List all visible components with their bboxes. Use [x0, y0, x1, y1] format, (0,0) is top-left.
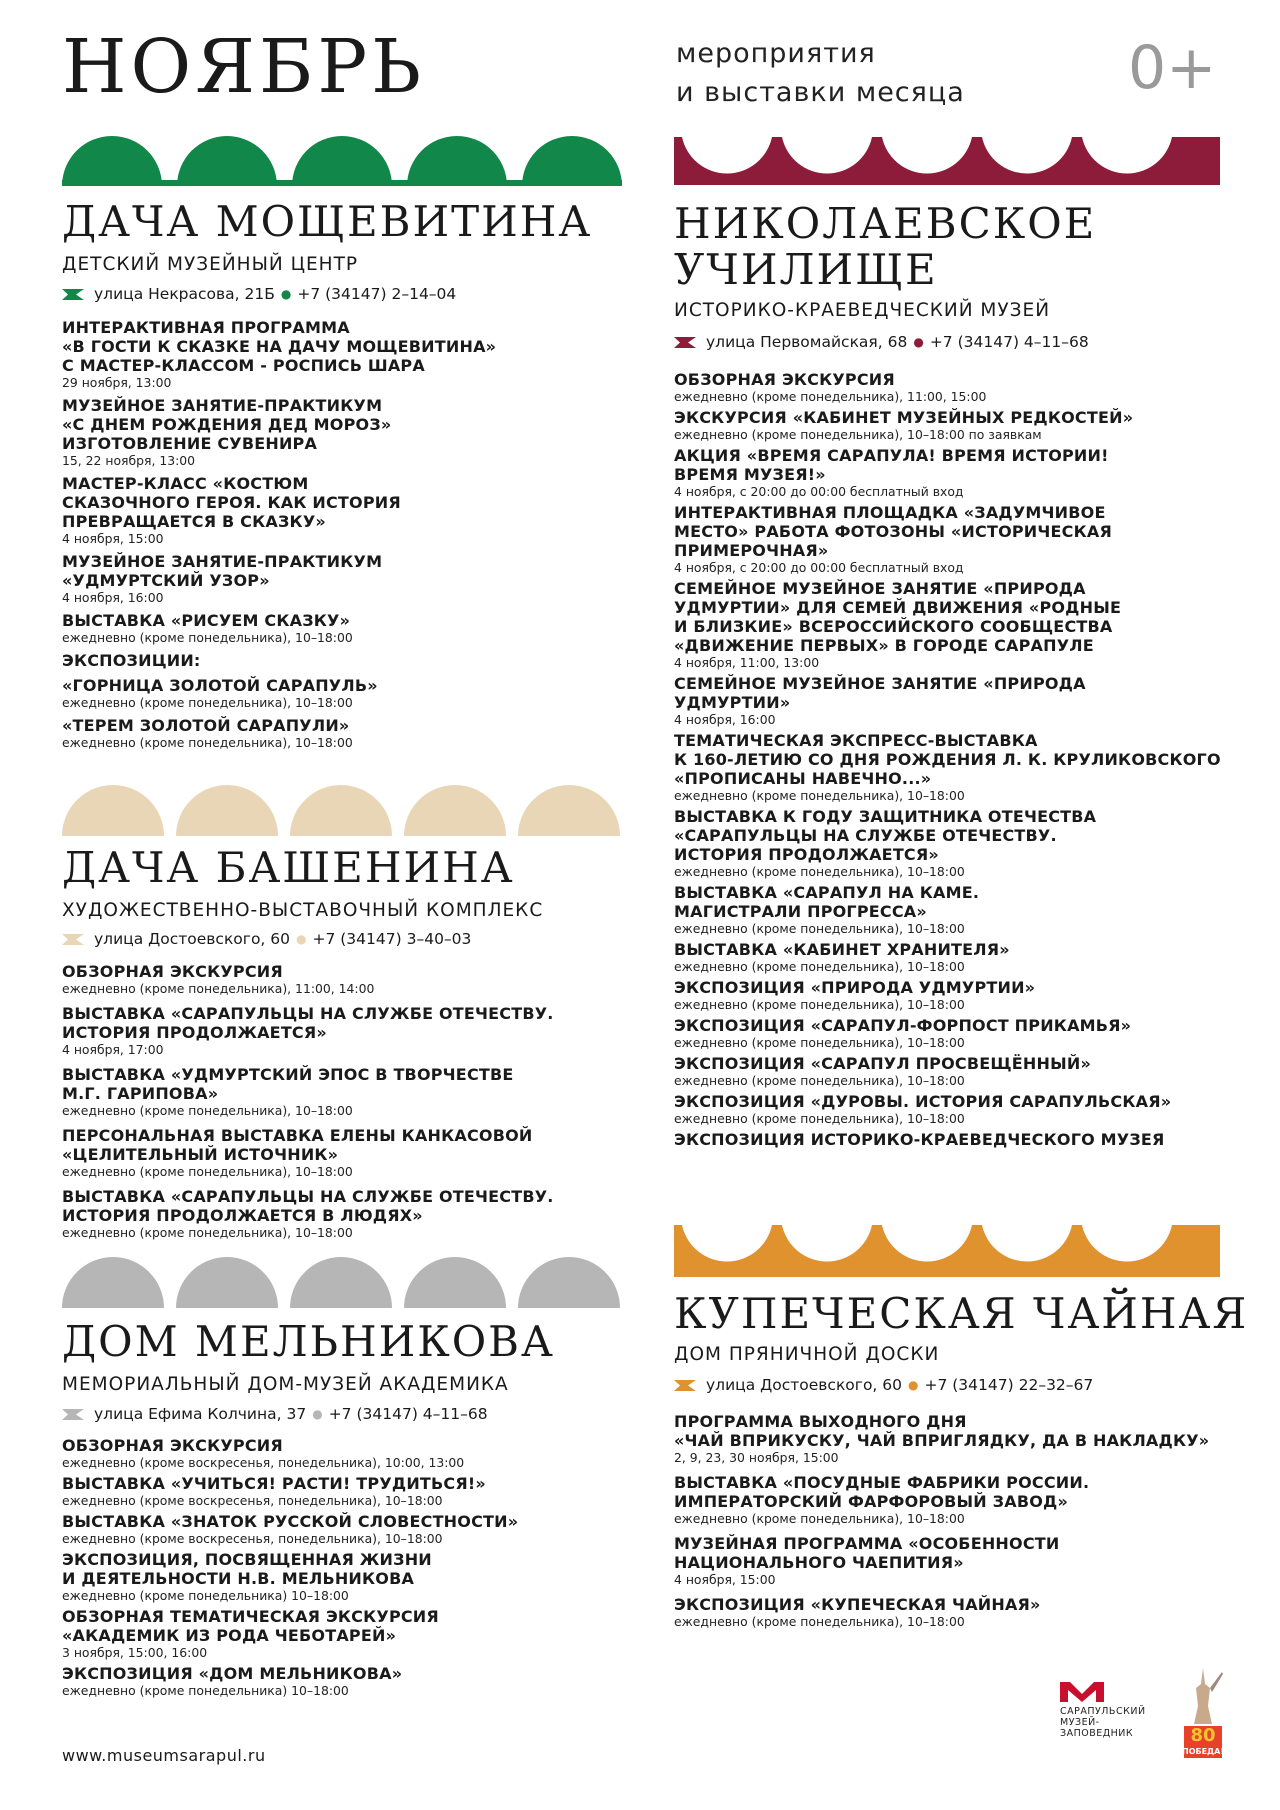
event-title: ВЫСТАВКА «ПОСУДНЫЕ ФАБРИКИ РОССИИ. ИМПЕРАТОРСКИЙ ФАРФОРОВЫЙ ЗАВОД»	[674, 1473, 1090, 1511]
victory-word: ПОБЕДА!	[1182, 1747, 1225, 1756]
event-item	[62, 716, 632, 750]
event-date: 29 ноября, 13:00	[62, 375, 172, 390]
venue-title-mosch: ДАЧА МОЩЕВИТИНА	[62, 197, 593, 246]
venue-title-bash: ДАЧА БАШЕНИНА	[62, 843, 515, 892]
event-item	[674, 674, 1244, 727]
event-item	[674, 1016, 1244, 1050]
gray-domes-banner	[62, 1256, 622, 1308]
event-item	[62, 611, 632, 645]
event-item	[62, 1187, 632, 1240]
event-item	[62, 1065, 632, 1118]
separator-dot-icon: ●	[296, 932, 307, 946]
age-rating: 0+	[1128, 33, 1217, 103]
orange-wave-banner	[674, 1225, 1220, 1277]
museum-logo-text: САРАПУЛЬСКИЙ МУЗЕЙ- ЗАПОВЕДНИК	[1060, 1706, 1146, 1739]
event-date: ежедневно (кроме понедельника) 10–18:00	[62, 1588, 349, 1603]
museum-logo	[1060, 1682, 1146, 1739]
event-item	[62, 474, 632, 546]
event-title: АКЦИЯ «ВРЕМЯ САРАПУЛА! ВРЕМЯ ИСТОРИИ! ВРЕМЯ МУЗЕЯ!»	[674, 446, 1109, 484]
event-title: ЭКСПОЗИЦИЯ «ДОМ МЕЛЬНИКОВА»	[62, 1664, 403, 1683]
event-item	[674, 1054, 1244, 1088]
event-date: ежедневно (кроме понедельника), 10–18:00	[62, 1103, 353, 1118]
event-date: ежедневно (кроме понедельника) 10–18:00	[62, 1683, 349, 1698]
event-date: ежедневно (кроме понедельника), 10–18:00	[62, 630, 353, 645]
event-item	[62, 676, 632, 710]
event-title: ОБЗОРНАЯ ТЕМАТИЧЕСКАЯ ЭКСКУРСИЯ «АКАДЕМИК ИЗ РОДА ЧЕБОТАРЕЙ»	[62, 1607, 439, 1645]
event-title: ЭКСПОЗИЦИЯ, ПОСВЯЩЕННАЯ ЖИЗНИ И ДЕЯТЕЛЬНОСТИ Н.В. МЕЛЬНИКОВА	[62, 1550, 432, 1588]
venue-address-meln	[62, 1404, 488, 1424]
event-item	[674, 446, 1244, 499]
event-title: ПЕРСОНАЛЬНАЯ ВЫСТАВКА ЕЛЕНЫ КАНКАСОВОЙ «ЦЕЛИТЕЛЬНЫЙ ИСТОЧНИК»	[62, 1126, 533, 1164]
beige-domes-banner	[62, 784, 622, 836]
event-item	[674, 978, 1244, 1012]
event-title: «ГОРНИЦА ЗОЛОТОЙ САРАПУЛЬ»	[62, 676, 378, 695]
event-date: 4 ноября, 16:00	[62, 590, 164, 605]
subtitle-line-2: и выставки месяца	[676, 77, 965, 108]
event-title: ЭКСПОЗИЦИЯ ИСТОРИКО-КРАЕВЕДЧЕСКОГО МУЗЕЯ	[674, 1130, 1165, 1149]
event-title: ОБЗОРНАЯ ЭКСКУРСИЯ	[62, 1436, 283, 1455]
event-title: МУЗЕЙНОЕ ЗАНЯТИЕ-ПРАКТИКУМ «УДМУРТСКИЙ УЗОР»	[62, 552, 383, 590]
event-title: ЭКСПОЗИЦИЯ «КУПЕЧЕСКАЯ ЧАЙНАЯ»	[674, 1595, 1041, 1614]
location-flag-icon	[674, 337, 696, 348]
event-item	[62, 651, 632, 670]
venue-address-nikol	[674, 332, 1089, 352]
event-date: ежедневно (кроме воскресенья, понедельника), 10–18:00	[62, 1531, 443, 1546]
event-item	[674, 1092, 1244, 1126]
event-title: ЭКСПОЗИЦИЯ «ДУРОВЫ. ИСТОРИЯ САРАПУЛЬСКАЯ»	[674, 1092, 1172, 1111]
event-title: ВЫСТАВКА «САРАПУЛЬЦЫ НА СЛУЖБЕ ОТЕЧЕСТВУ. ИСТОРИЯ ПРОДОЛЖАЕТСЯ»	[62, 1004, 554, 1042]
event-date: ежедневно (кроме понедельника), 10–18:00	[674, 1614, 965, 1629]
event-title: ПРОГРАММА ВЫХОДНОГО ДНЯ «ЧАЙ ВПРИКУСКУ, ЧАЙ ВПРИГЛЯДКУ, ДА В НАКЛАДКУ»	[674, 1412, 1210, 1450]
event-item	[674, 1412, 1244, 1465]
event-title: ИНТЕРАКТИВНАЯ ПЛОЩАДКА «ЗАДУМЧИВОЕ МЕСТО» РАБОТА ФОТОЗОНЫ «ИСТОРИЧЕСКАЯ ПРИМЕРОЧНАЯ»	[674, 503, 1112, 560]
event-date: 15, 22 ноября, 13:00	[62, 453, 196, 468]
subtitle-line-1: мероприятия	[676, 38, 876, 69]
event-title: ЭКСКУРСИЯ «КАБИНЕТ МУЗЕЙНЫХ РЕДКОСТЕЙ»	[674, 408, 1134, 427]
address-text: улица Достоевского, 60	[94, 930, 290, 948]
venue-title-kupe: КУПЕЧЕСКАЯ ЧАЙНАЯ	[674, 1289, 1249, 1338]
event-date: ежедневно (кроме понедельника), 10–18:00	[674, 1111, 965, 1126]
event-date: ежедневно (кроме воскресенья, понедельника), 10:00, 13:00	[62, 1455, 465, 1470]
event-date: 2, 9, 23, 30 ноября, 15:00	[674, 1450, 839, 1465]
event-title: ИНТЕРАКТИВНАЯ ПРОГРАММА «В ГОСТИ К СКАЗКЕ НА ДАЧУ МОЩЕВИТИНА» С МАСТЕР-КЛАССОМ - РОСПИСЬ ШАРА	[62, 318, 497, 375]
event-date: 3 ноября, 15:00, 16:00	[62, 1645, 208, 1660]
phone-text[interactable]: +7 (34147) 4–11–68	[328, 1405, 488, 1423]
address-text: улица Некрасова, 21Б	[94, 285, 275, 303]
victory-number: 80	[1190, 1725, 1216, 1746]
venue-address-kupe	[674, 1375, 1093, 1395]
event-item	[62, 1474, 632, 1508]
address-text: улица Достоевского, 60	[706, 1376, 902, 1394]
separator-dot-icon: ●	[908, 1378, 919, 1392]
green-domes-banner	[62, 136, 622, 186]
event-date: ежедневно (кроме понедельника), 11:00, 14:00	[62, 981, 375, 996]
burgundy-wave-banner	[674, 137, 1220, 185]
event-date: ежедневно (кроме воскресенья, понедельника), 10–18:00	[62, 1493, 443, 1508]
event-date: 4 ноября, 11:00, 13:00	[674, 655, 820, 670]
event-item	[62, 1436, 632, 1470]
event-date: ежедневно (кроме понедельника), 10–18:00	[674, 997, 965, 1012]
event-date: ежедневно (кроме понедельника), 10–18:00	[674, 788, 965, 803]
event-title: ТЕМАТИЧЕСКАЯ ЭКСПРЕСС-ВЫСТАВКА К 160-ЛЕТИЮ СО ДНЯ РОЖДЕНИЯ Л. К. КРУЛИКОВСКОГО «ПРОПИСАНЫ НАВЕЧНО...»	[674, 731, 1221, 788]
phone-text[interactable]: +7 (34147) 22–32–67	[924, 1376, 1094, 1394]
separator-dot-icon: ●	[312, 1407, 323, 1421]
event-item	[674, 503, 1244, 575]
venue-subtitle-mosch: ДЕТСКИЙ МУЗЕЙНЫЙ ЦЕНТР	[62, 254, 359, 275]
victory-80-badge	[1180, 1666, 1226, 1760]
location-flag-icon	[62, 934, 84, 945]
event-item	[674, 807, 1244, 879]
event-item	[674, 1534, 1244, 1587]
venue-subtitle-bash: ХУДОЖЕСТВЕННО-ВЫСТАВОЧНЫЙ КОМПЛЕКС	[62, 900, 544, 921]
event-item	[62, 318, 632, 390]
event-title: ВЫСТАВКА «САРАПУЛЬЦЫ НА СЛУЖБЕ ОТЕЧЕСТВУ. ИСТОРИЯ ПРОДОЛЖАЕТСЯ В ЛЮДЯХ»	[62, 1187, 554, 1225]
venue-address-mosch	[62, 284, 456, 304]
event-date: ежедневно (кроме понедельника), 10–18:00	[62, 1225, 353, 1240]
event-title: СЕМЕЙНОЕ МУЗЕЙНОЕ ЗАНЯТИЕ «ПРИРОДА УДМУРТИИ»	[674, 674, 1086, 712]
event-title: ОБЗОРНАЯ ЭКСКУРСИЯ	[62, 962, 283, 981]
event-date: 4 ноября, с 20:00 до 00:00 бесплатный вход	[674, 560, 964, 575]
event-item	[674, 370, 1244, 404]
event-date: ежедневно (кроме понедельника), 10–18:00 по заявкам	[674, 427, 1042, 442]
event-item	[674, 579, 1244, 670]
event-title: МУЗЕЙНОЕ ЗАНЯТИЕ-ПРАКТИКУМ «С ДНЕМ РОЖДЕНИЯ ДЕД МОРОЗ» ИЗГОТОВЛЕНИЕ СУВЕНИРА	[62, 396, 392, 453]
month-title: НОЯБРЬ	[62, 24, 425, 110]
event-date: 4 ноября, 15:00	[674, 1572, 776, 1587]
event-title: МУЗЕЙНАЯ ПРОГРАММА «ОСОБЕННОСТИ НАЦИОНАЛЬНОГО ЧАЕПИТИЯ»	[674, 1534, 1060, 1572]
venue-subtitle-kupe: ДОМ ПРЯНИЧНОЙ ДОСКИ	[674, 1344, 940, 1365]
museum-m-logo-icon	[1060, 1682, 1104, 1702]
event-date: 4 ноября, 17:00	[62, 1042, 164, 1057]
phone-text[interactable]: +7 (34147) 4–11–68	[929, 333, 1089, 351]
phone-text[interactable]: +7 (34147) 3–40–03	[312, 930, 472, 948]
event-title: ОБЗОРНАЯ ЭКСКУРСИЯ	[674, 370, 895, 389]
event-item	[62, 1004, 632, 1057]
event-date: 4 ноября, 15:00	[62, 531, 164, 546]
event-title: МАСТЕР-КЛАСС «КОСТЮМ СКАЗОЧНОГО ГЕРОЯ. КАК ИСТОРИЯ ПРЕВРАЩАЕТСЯ В СКАЗКУ»	[62, 474, 401, 531]
event-date: 4 ноября, с 20:00 до 00:00 бесплатный вход	[674, 484, 964, 499]
event-item	[62, 1607, 632, 1660]
event-title: ВЫСТАВКА «САРАПУЛ НА КАМЕ. МАГИСТРАЛИ ПРОГРЕССА»	[674, 883, 980, 921]
event-title: «ТЕРЕМ ЗОЛОТОЙ САРАПУЛИ»	[62, 716, 350, 735]
event-title: ВЫСТАВКА К ГОДУ ЗАЩИТНИКА ОТЕЧЕСТВА «САРАПУЛЬЦЫ НА СЛУЖБЕ ОТЕЧЕСТВУ. ИСТОРИЯ ПРОДОЛЖАЕТСЯ»	[674, 807, 1097, 864]
event-title: ВЫСТАВКА «УДМУРТСКИЙ ЭПОС В ТВОРЧЕСТВЕ М.Г. ГАРИПОВА»	[62, 1065, 514, 1103]
address-text: улица Первомайская, 68	[706, 333, 908, 351]
location-flag-icon	[62, 1409, 84, 1420]
event-date: ежедневно (кроме понедельника), 10–18:00	[62, 735, 353, 750]
event-item	[62, 552, 632, 605]
page-subtitle	[676, 34, 965, 112]
venue-address-bash	[62, 929, 471, 949]
venue-subtitle-meln: МЕМОРИАЛЬНЫЙ ДОМ-МУЗЕЙ АКАДЕМИКА	[62, 1374, 509, 1395]
phone-text[interactable]: +7 (34147) 2–14–04	[297, 285, 457, 303]
location-flag-icon	[62, 289, 84, 300]
event-item	[674, 1130, 1244, 1149]
event-item	[674, 1473, 1244, 1526]
event-title: ВЫСТАВКА «УЧИТЬСЯ! РАСТИ! ТРУДИТЬСЯ!»	[62, 1474, 486, 1493]
event-title: ЭКСПОЗИЦИЯ «ПРИРОДА УДМУРТИИ»	[674, 978, 1036, 997]
event-date: ежедневно (кроме понедельника), 11:00, 15:00	[674, 389, 987, 404]
separator-dot-icon: ●	[280, 287, 292, 301]
event-item	[62, 1550, 632, 1603]
event-title: ЭКСПОЗИЦИЯ «САРАПУЛ-ФОРПОСТ ПРИКАМЬЯ»	[674, 1016, 1132, 1035]
event-title: ВЫСТАВКА «РИСУЕМ СКАЗКУ»	[62, 611, 351, 630]
event-date: 4 ноября, 16:00	[674, 712, 776, 727]
venue-title-nikol-line2: УЧИЛИЩЕ	[674, 245, 938, 294]
event-date: ежедневно (кроме понедельника), 10–18:00	[674, 1073, 965, 1088]
event-item	[674, 1595, 1244, 1629]
event-item	[674, 731, 1244, 803]
event-title: СЕМЕЙНОЕ МУЗЕЙНОЕ ЗАНЯТИЕ «ПРИРОДА УДМУРТИИ» ДЛЯ СЕМЕЙ ДВИЖЕНИЯ «РОДНЫЕ И БЛИЗКИЕ» ВСЕРОССИЙСКОГО СООБЩЕСТВА «ДВИЖЕНИЕ ПЕРВЫХ» В ГОРОДЕ САРАПУЛЕ	[674, 579, 1122, 655]
event-item	[674, 883, 1244, 936]
event-date: ежедневно (кроме понедельника), 10–18:00	[62, 1164, 353, 1179]
separator-dot-icon: ●	[913, 335, 924, 349]
event-date: ежедневно (кроме понедельника), 10–18:00	[674, 1511, 965, 1526]
event-item	[674, 408, 1244, 442]
venue-subtitle-nikol: ИСТОРИКО-КРАЕВЕДЧЕСКИЙ МУЗЕЙ	[674, 300, 1051, 321]
event-date: ежедневно (кроме понедельника), 10–18:00	[62, 695, 353, 710]
location-flag-icon	[674, 1380, 696, 1391]
event-title: ВЫСТАВКА «КАБИНЕТ ХРАНИТЕЛЯ»	[674, 940, 1010, 959]
venue-title-meln: ДОМ МЕЛЬНИКОВА	[62, 1317, 555, 1366]
event-date: ежедневно (кроме понедельника), 10–18:00	[674, 864, 965, 879]
event-item	[62, 1664, 632, 1698]
event-date: ежедневно (кроме понедельника), 10–18:00	[674, 921, 965, 936]
event-item	[62, 1126, 632, 1179]
address-text: улица Ефима Колчина, 37	[94, 1405, 307, 1423]
event-title: ВЫСТАВКА «ЗНАТОК РУССКОЙ СЛОВЕСТНОСТИ»	[62, 1512, 519, 1531]
venue-title-nikol: НИКОЛАЕВСКОЕ	[674, 199, 1097, 248]
event-item	[62, 396, 632, 468]
event-title: ЭКСПОЗИЦИЯ «САРАПУЛ ПРОСВЕЩЁННЫЙ»	[674, 1054, 1092, 1073]
event-date: ежедневно (кроме понедельника), 10–18:00	[674, 1035, 965, 1050]
event-date: ежедневно (кроме понедельника), 10–18:00	[674, 959, 965, 974]
event-item	[62, 1512, 632, 1546]
event-title: ЭКСПОЗИЦИИ:	[62, 651, 201, 670]
event-item	[674, 940, 1244, 974]
website-link[interactable]: www.museumsarapul.ru	[62, 1746, 266, 1765]
event-item	[62, 962, 632, 996]
